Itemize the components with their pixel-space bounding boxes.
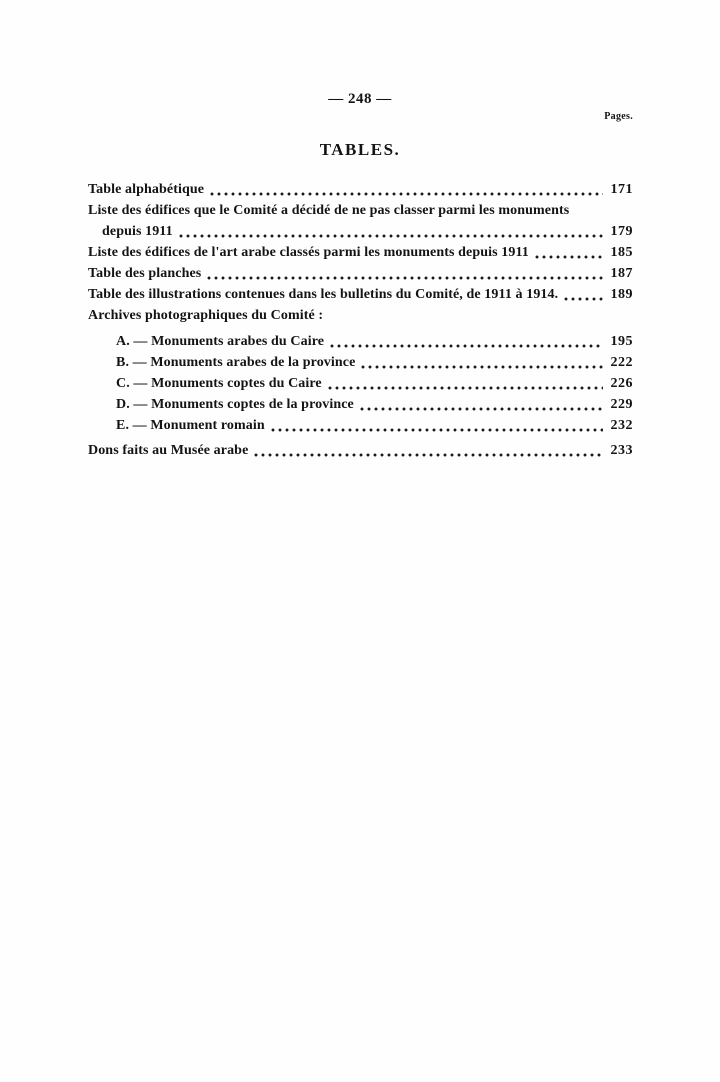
- toc-entry: [88, 440, 633, 461]
- dotted-leader: [254, 453, 603, 457]
- table-of-contents: [88, 179, 633, 461]
- toc-entry-page: 179: [610, 224, 633, 239]
- dotted-leader: [179, 234, 603, 238]
- dotted-leader: [330, 344, 603, 348]
- toc-subentry: [88, 415, 633, 436]
- toc-entry-label: depuis 1911: [102, 224, 173, 239]
- toc-entry-page: 226: [610, 376, 633, 391]
- toc-entry-label: Liste des édifices de l'art arabe classés parmi les monuments depuis 1911: [88, 245, 529, 260]
- toc-subentry: [88, 352, 633, 373]
- toc-entry-label: E. — Monument romain: [116, 418, 265, 433]
- toc-entry-page: 232: [610, 418, 633, 433]
- toc-entry-page: 233: [610, 443, 633, 458]
- dotted-leader: [328, 386, 603, 390]
- toc-entry-page: 195: [610, 334, 633, 349]
- toc-entry-label: Liste des édifices que le Comité a décidé de ne pas classer parmi les monuments: [88, 203, 570, 218]
- pages-column-label: Pages.: [604, 111, 633, 122]
- toc-entry-label: A. — Monuments arabes du Caire: [116, 334, 325, 349]
- toc-entry: [88, 284, 633, 305]
- toc-entry: [88, 200, 633, 221]
- toc-entry: [88, 263, 633, 284]
- toc-entry-label: B. — Monuments arabes de la province: [116, 355, 356, 370]
- dotted-leader: [207, 276, 603, 280]
- toc-subentry: [88, 373, 633, 394]
- toc-entry-label: Table alphabétique: [88, 182, 205, 197]
- dotted-leader: [210, 192, 603, 196]
- toc-entry-label: Archives photographiques du Comité :: [88, 308, 324, 323]
- toc-entry-continuation: [88, 221, 633, 242]
- dotted-leader: [271, 428, 603, 432]
- dotted-leader: [361, 365, 603, 369]
- page-title: TABLES.: [319, 140, 401, 159]
- toc-entry: [88, 242, 633, 263]
- dotted-leader: [564, 297, 603, 301]
- dotted-leader: [360, 407, 603, 411]
- toc-section-heading: [88, 305, 633, 326]
- toc-entry-page: 189: [610, 287, 633, 302]
- toc-entry-label: D. — Monuments coptes de la province: [116, 397, 354, 412]
- toc-entry: [88, 179, 633, 200]
- folio-page-number: — 248 —: [328, 91, 392, 107]
- toc-entry-page: 171: [610, 182, 633, 197]
- toc-subentry: [88, 394, 633, 415]
- toc-entry-page: 187: [610, 266, 633, 281]
- toc-entry-label: Table des illustrations contenues dans les bulletins du Comité, de 1911 à 1914.: [88, 287, 559, 302]
- toc-entry-label: Dons faits au Musée arabe: [88, 443, 249, 458]
- toc-entry-label: C. — Monuments coptes du Caire: [116, 376, 322, 391]
- toc-entry-page: 222: [610, 355, 633, 370]
- toc-entry-page: 185: [610, 245, 633, 260]
- toc-subentry: [88, 331, 633, 352]
- dotted-leader: [535, 255, 603, 259]
- toc-entry-page: 229: [610, 397, 633, 412]
- toc-entry-label: Table des planches: [88, 266, 202, 281]
